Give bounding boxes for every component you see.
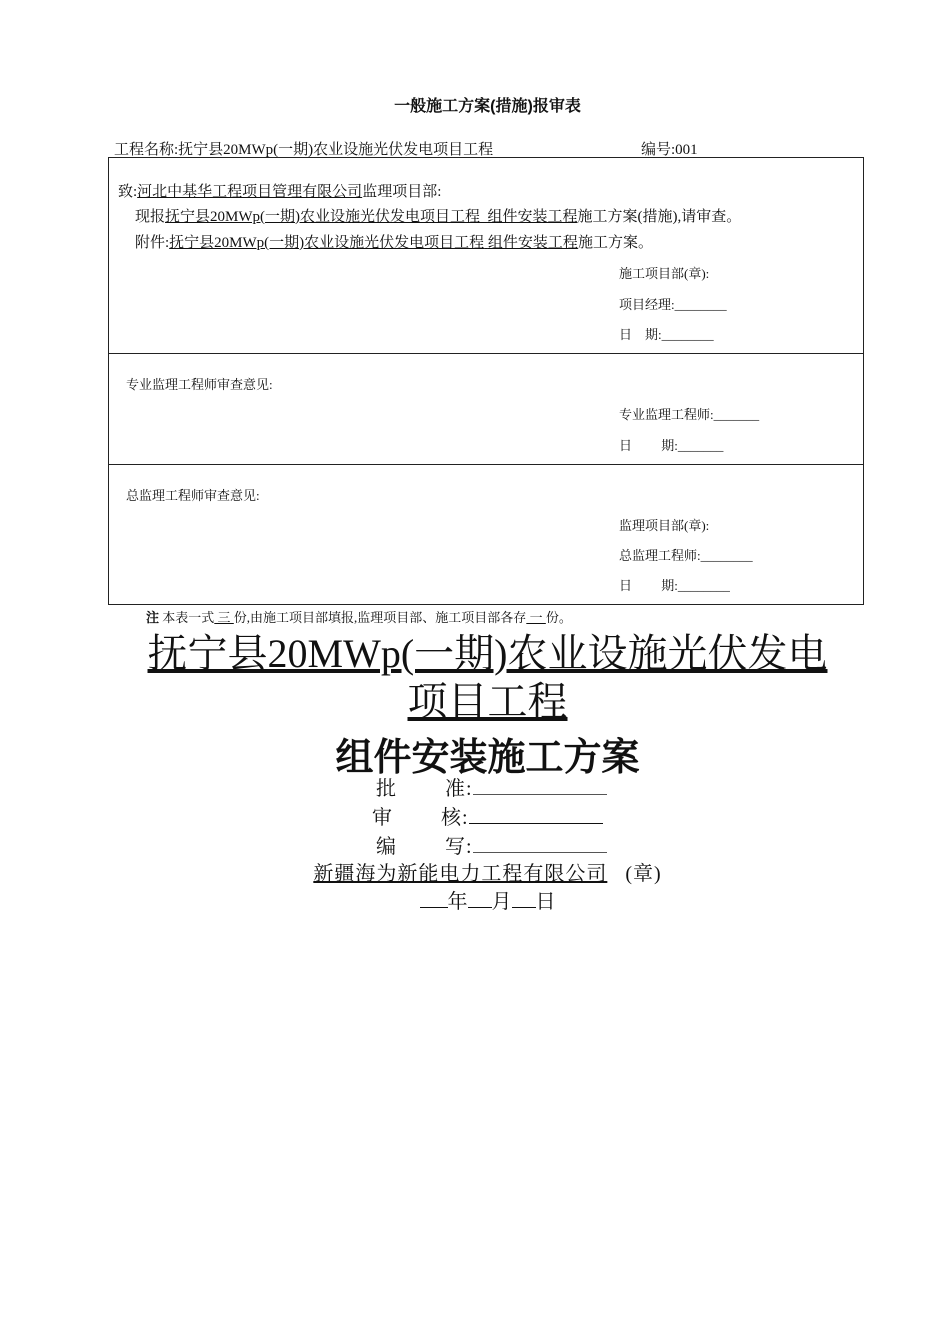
report-line [135,205,741,226]
note-copies-b: 一 [526,610,546,625]
month-label: 月 [491,891,512,913]
project-name-line [114,138,493,159]
section-divider [109,464,863,465]
seal-label: (章) [625,863,662,885]
chief-opinion-label: 总监理工程师审查意见: [126,488,260,503]
report-item: 组件安装工程 [487,209,578,225]
section3-date-label: 日 期:________ [619,578,730,593]
review-row [372,801,603,830]
report-space [480,209,488,225]
note-text-a: 本表一式 [162,610,215,625]
note-label: 注 [146,610,160,625]
day-blank[interactable] [512,891,536,908]
project-manager-signature-label: 项目经理:________ [619,297,727,312]
chief-signature-label: 总监理工程师:________ [619,548,753,563]
form-title: 一般施工方案(措施)报审表 [394,98,581,115]
to-prefix: 致: [118,184,138,200]
to-organization: 河北中基华工程项目管理有限公司 [137,184,363,200]
project-name: 抚宁县20MWp(一期)农业设施光伏发电项目工程 [178,142,494,158]
cover-title-line1: 抚宁县20MWp(一期)农业设施光伏发电 [147,631,828,676]
approve-signature-line[interactable] [473,776,607,795]
supervision-dept-seal-label: 监理项目部(章): [619,518,710,533]
month-blank[interactable] [468,891,492,908]
report-project: 抚宁县20MWp(一期)农业设施光伏发电项目工程 [165,209,481,225]
to-suffix: 监理项目部: [362,184,442,200]
report-prefix: 现报 [135,209,166,225]
note-text-b: 份,由施工项目部填报,监理项目部、施工项目部各存 [233,610,527,625]
number-line [641,138,698,159]
report-suffix: 施工方案(措施),请审查。 [577,209,742,225]
section1-date-label: 日 期:________ [619,327,714,342]
write-signature-line[interactable] [473,834,607,853]
write-label: 编 写: [376,836,473,858]
write-row [376,830,607,859]
review-signature-line[interactable] [469,805,603,824]
year-label: 年 [447,891,468,913]
review-form-table [108,157,864,605]
attachment-prefix: 附件: [135,235,170,251]
cover-date-line [0,885,950,914]
to-line [118,180,441,201]
attachment-project: 抚宁县20MWp(一期)农业设施光伏发电项目工程 [169,235,485,251]
attachment-line [135,231,653,252]
approve-label: 批 准: [376,778,473,800]
engineer-opinion-label: 专业监理工程师审查意见: [126,377,273,392]
attachment-item: 组件安装工程 [487,235,578,251]
footnote [146,607,572,626]
section2-date-label: 日 期:_______ [619,438,724,453]
project-label: 工程名称: [114,142,179,158]
review-label: 审 核: [372,807,469,829]
cover-title-line2: 项目工程 [407,679,568,724]
engineer-signature-label: 专业监理工程师:_______ [619,407,760,422]
note-text-c: 份。 [545,610,572,625]
approve-row [376,772,607,801]
number-label: 编号: [641,142,676,158]
section-divider [109,353,863,354]
cover-subtitle: 组件安装施工方案 [335,737,640,779]
number-value: 001 [675,142,698,158]
construction-dept-seal-label: 施工项目部(章): [619,266,710,281]
company-line [0,857,950,886]
company-name: 新疆海为新能电力工程有限公司 [313,863,608,885]
day-label: 日 [535,891,556,913]
attachment-suffix: 施工方案。 [577,235,653,251]
note-copies-a: 三 [214,610,234,625]
year-blank[interactable] [420,891,448,908]
